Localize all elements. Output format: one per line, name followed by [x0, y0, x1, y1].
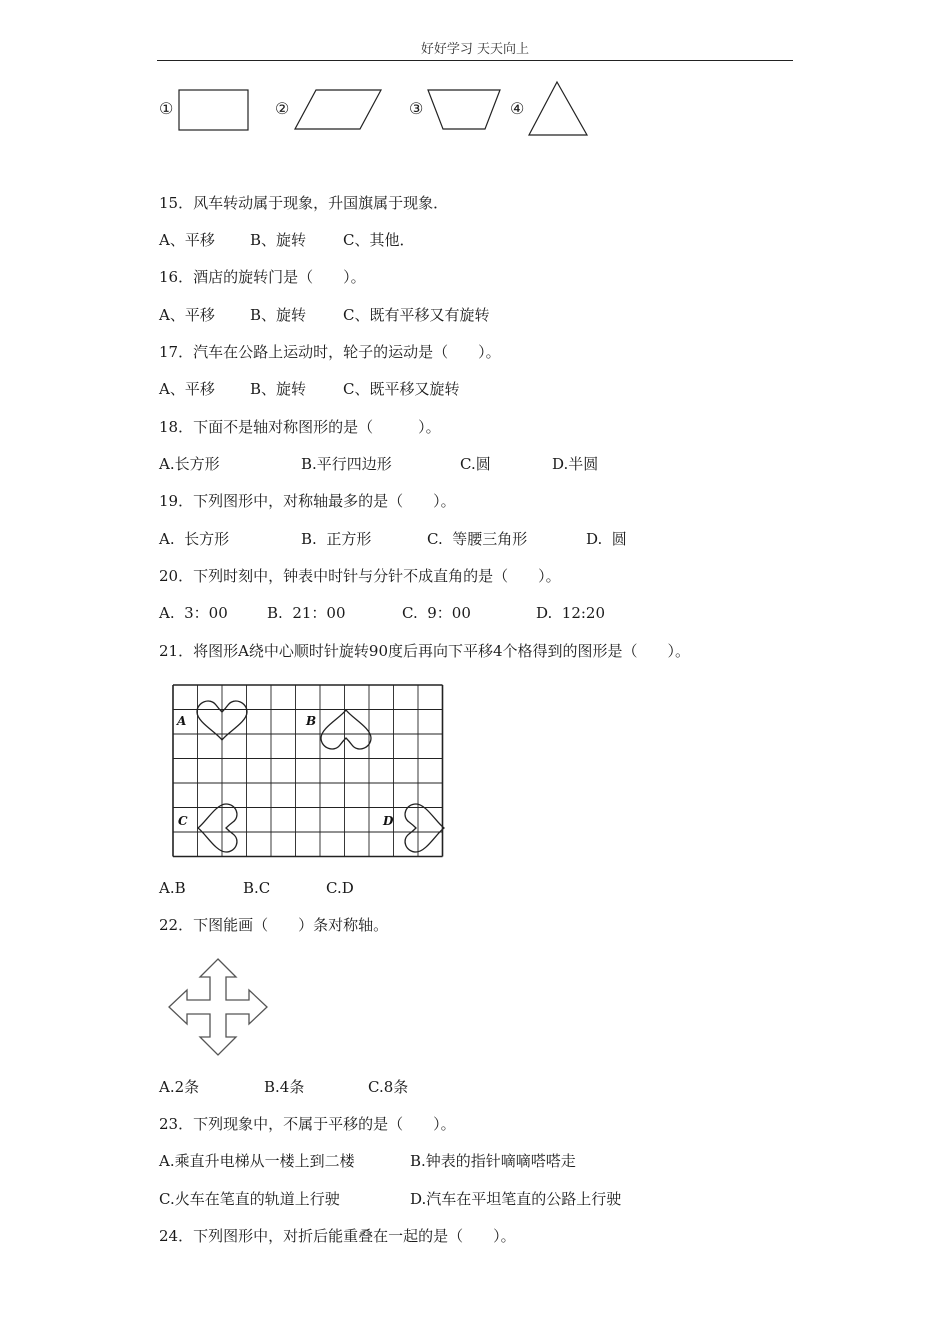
question-22-option-c: C.8条	[368, 1078, 409, 1096]
question-16-option-a: A、平移	[159, 306, 215, 324]
triangle-shape	[528, 81, 590, 137]
question-18-stem: 18．下面不是轴对称图形的是（ ）。	[159, 418, 441, 436]
question-22-option-a: A.2条	[159, 1078, 200, 1096]
question-18-option-b: B.平行四边形	[301, 455, 392, 473]
question-19-option-b: B. 正方形	[301, 530, 372, 548]
question-20-stem: 20．下列时刻中，钟表中时针与分针不成直角的是（ ）。	[159, 567, 561, 585]
header-rule	[157, 60, 793, 61]
question-23-stem: 23．下列现象中，不属于平移的是（ ）。	[159, 1115, 456, 1133]
question-15-option-b: B、旋转	[250, 231, 307, 249]
heart-c	[198, 804, 237, 852]
grid-label-d: D	[383, 814, 394, 828]
question-23-option-d: D.汽车在平坦笔直的公路上行驶	[410, 1190, 622, 1208]
heart-d	[405, 804, 444, 852]
grid-label-b: B	[306, 714, 317, 728]
question-19-option-c: C. 等腰三角形	[427, 530, 528, 548]
question-16-option-b: B、旋转	[250, 306, 307, 324]
question-23-option-c: C.火车在笔直的轨道上行驶	[159, 1190, 340, 1208]
grid-label-c: C	[178, 814, 188, 828]
question-21-option-c: C.D	[326, 879, 354, 897]
question-21-option-b: B.C	[243, 879, 271, 897]
question-20-option-c: C. 9：00	[402, 604, 471, 622]
question-16-stem: 16．酒店的旋转门是（ ）。	[159, 268, 366, 286]
question-19-stem: 19．下列图形中，对称轴最多的是（ ）。	[159, 492, 456, 510]
question-19-option-d: D. 圆	[586, 530, 627, 548]
question-23-option-a: A.乘直升电梯从一楼上到二楼	[159, 1152, 355, 1170]
question-20-option-d: D. 12:20	[536, 604, 606, 622]
four-way-arrow-figure	[168, 957, 270, 1059]
question-15-stem: 15．风车转动属于现象，升国旗属于现象．	[159, 194, 449, 212]
question-16-option-c: C、既有平移又有旋转	[343, 306, 490, 324]
page-header: 好好学习 天天向上	[420, 42, 530, 57]
grid-label-a: A	[177, 714, 187, 728]
question-24-stem: 24．下列图形中，对折后能重叠在一起的是（ ）。	[159, 1227, 516, 1245]
shape-label-1: ①	[159, 99, 174, 118]
parallelogram-shape	[294, 89, 384, 133]
question-17-option-b: B、旋转	[250, 380, 307, 398]
shape-label-3: ③	[409, 99, 424, 118]
heart-grid-figure	[172, 684, 450, 855]
grid-lines	[173, 685, 443, 857]
question-17-option-a: A、平移	[159, 380, 215, 398]
question-22-option-b: B.4条	[264, 1078, 305, 1096]
question-23-option-b: B.钟表的指针嘀嘀嗒嗒走	[410, 1152, 576, 1170]
question-18-option-d: D.半圆	[552, 455, 599, 473]
question-15-option-c: C、其他．	[343, 231, 415, 249]
question-15-option-a: A、平移	[159, 231, 215, 249]
question-21-option-a: A.B	[159, 879, 186, 897]
rectangle-shape	[178, 89, 250, 133]
shape-label-4: ④	[510, 99, 525, 118]
question-17-stem: 17．汽车在公路上运动时，轮子的运动是（ ）。	[159, 343, 501, 361]
question-22-stem: 22．下图能画（ ）条对称轴。	[159, 916, 389, 934]
shape-label-2: ②	[275, 99, 290, 118]
question-19-option-a: A. 长方形	[159, 530, 230, 548]
heart-b	[321, 710, 371, 749]
question-20-option-a: A. 3：00	[159, 604, 228, 622]
question-21-stem: 21．将图形A绕中心顺时针旋转90度后再向下平移4个格得到的图形是（ ）。	[159, 642, 691, 660]
question-20-option-b: B. 21：00	[267, 604, 346, 622]
question-17-option-c: C、既平移又旋转	[343, 380, 460, 398]
question-18-option-a: A.长方形	[159, 455, 220, 473]
question-18-option-c: C.圆	[460, 455, 491, 473]
trapezoid-shape	[427, 89, 503, 133]
